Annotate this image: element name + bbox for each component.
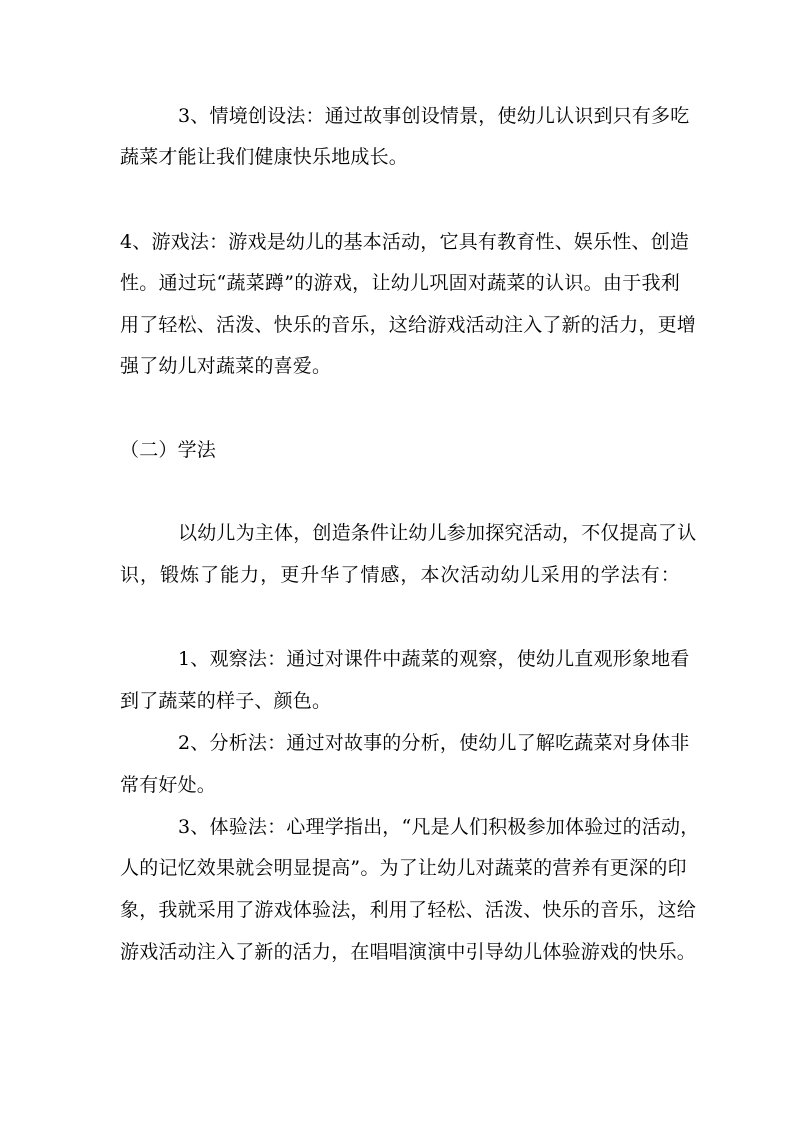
method3-line1: 3、情境创设法：通过故事创设情景，使幼儿认识到只有多吃 [178, 105, 690, 127]
learning3-line1: 3、体验法：心理学指出，“凡是人们积极参加体验过的活动， [178, 816, 700, 838]
method4-line2: 性。通过玩“蔬菜蹲”的游戏，让幼儿巩固对蔬菜的认识。由于我利 [120, 272, 680, 294]
learning1-line2: 到了蔬菜的样子、颜色。 [120, 690, 332, 712]
intro-line1: 以幼儿为主体，创造条件让幼儿参加探究活动，不仅提高了认 [178, 522, 697, 544]
method4-line4: 强了幼儿对蔬菜的喜爱。 [120, 355, 332, 377]
learning3-line2: 人的记忆效果就会明显提高”。为了让幼儿对蔬菜的营养有更深的印 [120, 857, 687, 879]
method4-line1: 4、游戏法：游戏是幼儿的基本活动，它具有教育性、娱乐性、创造 [120, 231, 690, 253]
section-heading-learning-methods: （二）学法 [120, 439, 217, 461]
learning2-line1: 2、分析法：通过对故事的分析，使幼儿了解吃蔬菜对身体非 [178, 732, 690, 754]
method4-line3: 用了轻松、活泼、快乐的音乐，这给游戏活动注入了新的活力，更增 [120, 314, 697, 336]
learning3-line4: 游戏活动注入了新的活力，在唱唱演演中引导幼儿体验游戏的快乐。 [120, 941, 697, 963]
learning1-line1: 1、观察法：通过对课件中蔬菜的观察，使幼儿直观形象地看 [178, 648, 690, 670]
method3-line2: 蔬菜才能让我们健康快乐地成长。 [120, 146, 409, 168]
learning2-line2: 常有好处。 [120, 774, 217, 796]
learning3-line3: 象，我就采用了游戏体验法，利用了轻松、活泼、快乐的音乐，这给 [120, 899, 697, 921]
intro-line2: 识，锻炼了能力，更升华了情感，本次活动幼儿采用的学法有： [120, 564, 680, 586]
